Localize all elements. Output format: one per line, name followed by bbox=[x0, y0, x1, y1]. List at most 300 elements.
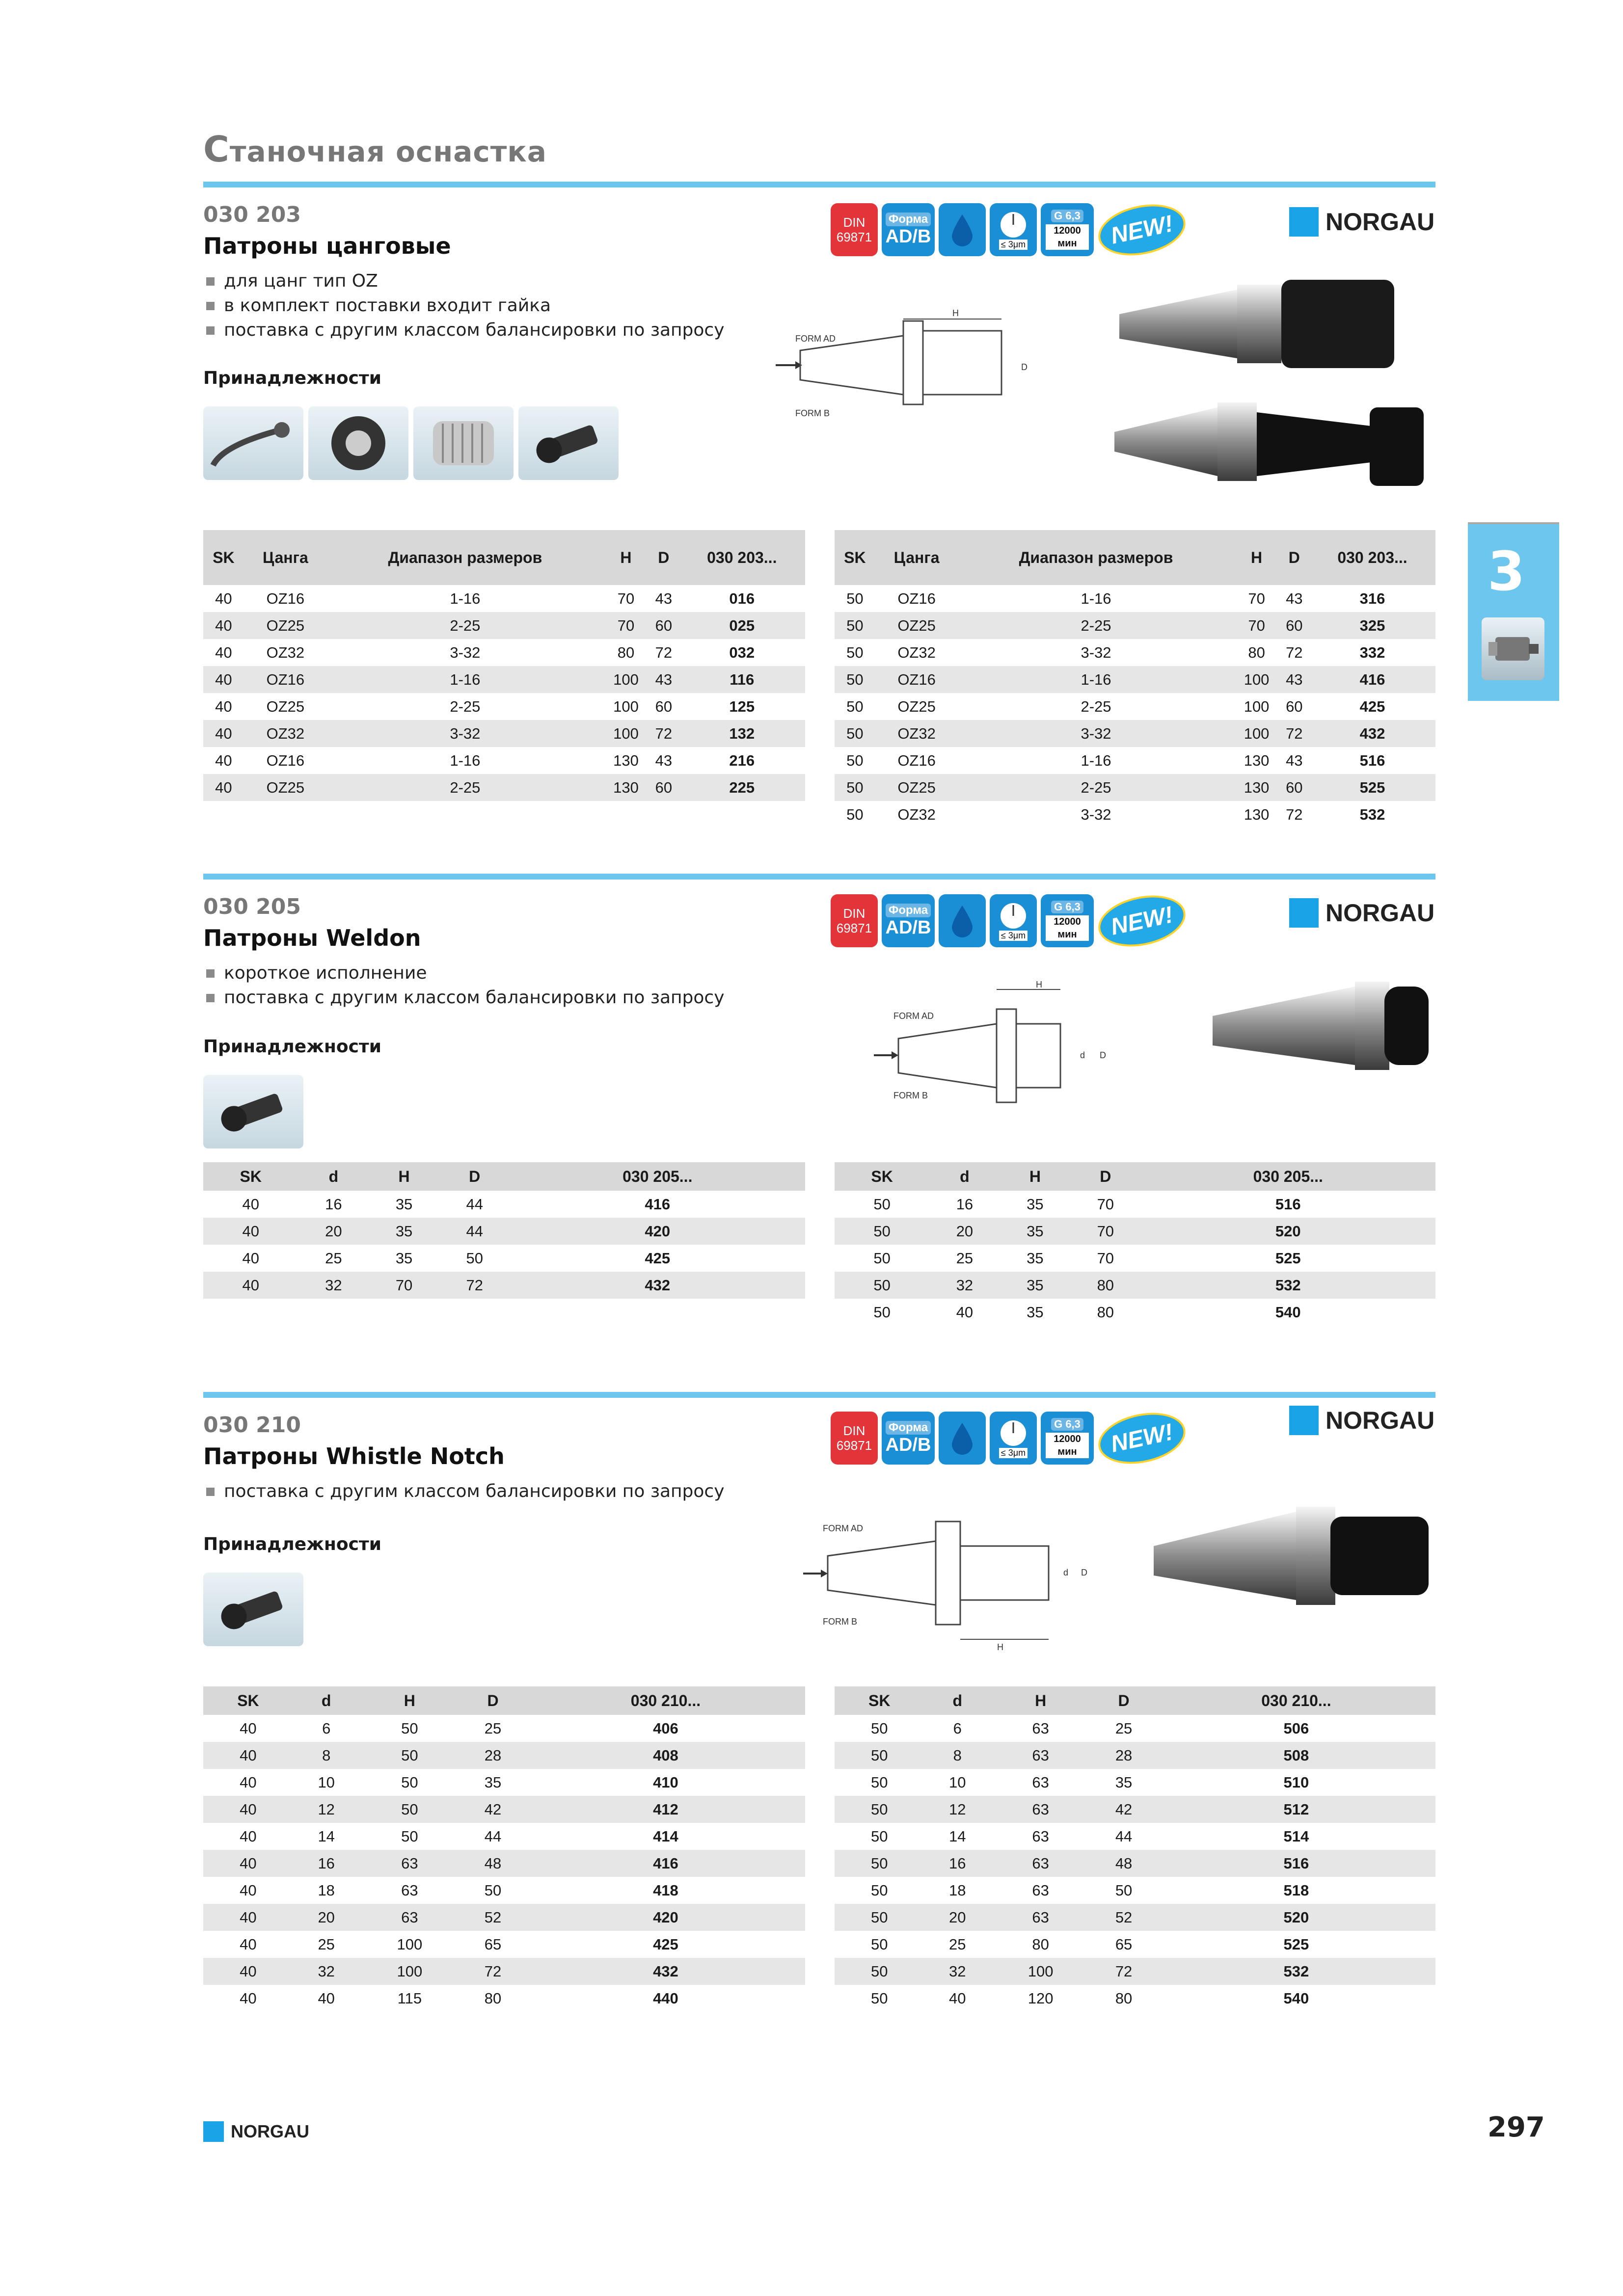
table-row bbox=[835, 1850, 1435, 1877]
table-cell: 50 bbox=[835, 1958, 924, 1985]
table-cell: 50 bbox=[360, 1796, 460, 1823]
table-cell: 516 bbox=[1275, 1195, 1301, 1213]
table-cell: 50 bbox=[846, 589, 864, 607]
table-cell: 72 bbox=[460, 1958, 526, 1985]
din-badge: DIN 69871 bbox=[831, 203, 878, 256]
table-cell: 40 bbox=[215, 697, 232, 715]
table-row bbox=[203, 1823, 805, 1850]
table-cell: 132 bbox=[679, 720, 805, 747]
product-photo bbox=[1208, 972, 1434, 1080]
table-cell: 70 bbox=[1097, 1195, 1114, 1213]
col-code: 030 205... bbox=[510, 1162, 805, 1191]
brand-logo: NORGAU bbox=[1289, 898, 1434, 928]
section-2-title: Патроны Weldon bbox=[203, 925, 421, 951]
table-cell: 60 bbox=[649, 612, 678, 639]
pull-stud-icon[interactable] bbox=[203, 1075, 303, 1148]
table-row bbox=[203, 693, 805, 720]
col-code: 030 203... bbox=[1309, 530, 1435, 585]
table-cell: 50 bbox=[835, 1904, 924, 1931]
dial-gauge-icon: ≤ 3μm bbox=[990, 203, 1037, 256]
table-row bbox=[203, 1191, 805, 1218]
table-cell: 35 bbox=[369, 1218, 439, 1245]
col-d-small: d bbox=[293, 1686, 360, 1715]
col-code: 030 210... bbox=[1157, 1686, 1435, 1715]
svg-text:H: H bbox=[952, 308, 959, 318]
table-cell: 520 bbox=[1157, 1904, 1435, 1931]
table-cell: 50 bbox=[873, 1195, 891, 1213]
table-cell: 63 bbox=[1032, 1719, 1049, 1737]
table-cell: 35 bbox=[1027, 1303, 1044, 1321]
col-sk: SK bbox=[203, 1686, 293, 1715]
bullet: поставка с другим классом балансировки по запросу bbox=[203, 986, 725, 1010]
collet-icon[interactable] bbox=[413, 406, 514, 480]
table-cell: 532 bbox=[1157, 1958, 1435, 1985]
table-cell: 70 bbox=[603, 612, 649, 639]
table-cell: 3-32 bbox=[1081, 643, 1111, 661]
table-cell: 50 bbox=[835, 1218, 929, 1245]
table-cell: 525 bbox=[1283, 1935, 1309, 1953]
table-row bbox=[203, 1218, 805, 1245]
table-row bbox=[835, 639, 1435, 666]
section-1-bullets bbox=[203, 269, 725, 343]
table-cell: 50 bbox=[871, 1881, 888, 1899]
bullet: поставка с другим классом балансировки по запросу bbox=[203, 1479, 725, 1504]
table-cell: 50 bbox=[835, 1850, 924, 1877]
table-cell: 406 bbox=[653, 1719, 678, 1737]
table-cell: 12 bbox=[293, 1796, 360, 1823]
table-cell: 20 bbox=[293, 1904, 360, 1931]
table-row bbox=[203, 1272, 805, 1299]
table-cell: 40 bbox=[203, 1904, 293, 1931]
table-030205-sk40 bbox=[203, 1162, 805, 1299]
table-cell: 43 bbox=[655, 589, 673, 607]
table-cell: 63 bbox=[360, 1904, 460, 1931]
table-cell: 60 bbox=[1279, 612, 1309, 639]
col-d-small: d bbox=[924, 1686, 991, 1715]
coolant-drop-icon bbox=[939, 894, 986, 947]
table-cell: 43 bbox=[649, 666, 678, 693]
table-cell: 10 bbox=[949, 1773, 966, 1791]
table-cell: 50 bbox=[835, 720, 875, 747]
table-cell: 025 bbox=[679, 612, 805, 639]
table-cell: 40 bbox=[240, 1773, 257, 1791]
table-cell: 125 bbox=[729, 697, 755, 715]
table-cell: 100 bbox=[1234, 666, 1279, 693]
table-cell: 40 bbox=[203, 1218, 298, 1245]
table-cell: 332 bbox=[1359, 643, 1385, 661]
table-cell: 40 bbox=[203, 720, 244, 747]
table-cell: 40 bbox=[215, 643, 232, 661]
pull-stud-icon[interactable] bbox=[203, 1573, 303, 1646]
table-cell: 80 bbox=[1248, 643, 1265, 661]
table-cell: 2-25 bbox=[958, 612, 1234, 639]
brand-logo: NORGAU bbox=[1289, 1406, 1434, 1435]
technical-drawing bbox=[803, 1492, 1098, 1654]
table-cell: 35 bbox=[1115, 1773, 1133, 1791]
svg-text:FORM AD: FORM AD bbox=[823, 1523, 864, 1533]
table-cell: 130 bbox=[1244, 805, 1270, 823]
col-collet: Цанга bbox=[875, 530, 958, 585]
table-cell: 25 bbox=[956, 1249, 974, 1267]
chapter-tab[interactable] bbox=[1468, 524, 1559, 701]
table-cell: OZ32 bbox=[875, 720, 958, 747]
col-h: H bbox=[360, 1686, 460, 1715]
table-cell: 50 bbox=[846, 751, 864, 769]
brand-logo: NORGAU bbox=[1289, 207, 1434, 237]
col-collet: Цанга bbox=[244, 530, 327, 585]
table-cell: 100 bbox=[360, 1958, 460, 1985]
table-cell: 1-16 bbox=[327, 666, 603, 693]
table-cell: 72 bbox=[1279, 720, 1309, 747]
table-cell: 63 bbox=[360, 1850, 460, 1877]
svg-text:d: d bbox=[1080, 1050, 1085, 1060]
brand-square-icon bbox=[1289, 898, 1319, 928]
table-row bbox=[203, 1742, 805, 1769]
table-row bbox=[203, 1796, 805, 1823]
table-row bbox=[835, 1904, 1435, 1931]
table-cell: 35 bbox=[1000, 1218, 1070, 1245]
table-cell: 3-32 bbox=[1081, 805, 1111, 823]
col-d: D bbox=[1090, 1686, 1157, 1715]
dial-gauge-icon: ≤ 3μm bbox=[990, 1412, 1037, 1465]
table-row bbox=[203, 1958, 805, 1985]
form-ad-label: FORM AD bbox=[795, 334, 836, 344]
table-cell: 2-25 bbox=[327, 774, 603, 801]
table-cell: 418 bbox=[653, 1881, 678, 1899]
table-cell: 100 bbox=[1244, 697, 1270, 715]
coolant-drop-icon bbox=[939, 1412, 986, 1465]
col-h: H bbox=[369, 1162, 439, 1191]
table-cell: 42 bbox=[460, 1796, 526, 1823]
col-code: 030 203... bbox=[679, 530, 805, 585]
col-d-small: d bbox=[929, 1162, 1000, 1191]
table-cell: 44 bbox=[439, 1218, 510, 1245]
table-row bbox=[835, 1796, 1435, 1823]
table-row bbox=[835, 1272, 1435, 1299]
table-cell: OZ32 bbox=[266, 643, 305, 661]
table-cell: 16 bbox=[293, 1850, 360, 1877]
new-badge: NEW! bbox=[1094, 888, 1190, 954]
table-cell: 40 bbox=[203, 1850, 293, 1877]
table-cell: OZ16 bbox=[244, 666, 327, 693]
table-cell: 10 bbox=[318, 1773, 335, 1791]
section-2-code: 030 205 bbox=[203, 894, 301, 919]
form-b-label: FORM B bbox=[795, 408, 830, 418]
svg-text:FORM AD: FORM AD bbox=[893, 1011, 934, 1021]
table-cell: 420 bbox=[510, 1218, 805, 1245]
table-cell: 40 bbox=[215, 589, 232, 607]
section-3-code: 030 210 bbox=[203, 1413, 301, 1438]
table-cell: 50 bbox=[871, 1935, 888, 1953]
table-cell: 25 bbox=[325, 1249, 342, 1267]
table-cell: 50 bbox=[401, 1719, 418, 1737]
table-cell: 50 bbox=[401, 1827, 418, 1845]
table-cell: 80 bbox=[1032, 1935, 1049, 1953]
pull-stud-icon[interactable] bbox=[518, 406, 619, 480]
table-cell: 520 bbox=[1141, 1218, 1435, 1245]
table-cell: 40 bbox=[240, 1827, 257, 1845]
col-sk: SK bbox=[835, 530, 875, 585]
svg-text:D: D bbox=[1100, 1050, 1106, 1060]
table-row bbox=[835, 774, 1435, 801]
col-d: D bbox=[649, 530, 678, 585]
table-cell: 50 bbox=[835, 1742, 924, 1769]
table-cell: 32 bbox=[293, 1958, 360, 1985]
table-cell: OZ32 bbox=[897, 643, 936, 661]
table-cell: 50 bbox=[484, 1881, 502, 1899]
bullet: короткое исполнение bbox=[203, 961, 725, 986]
svg-text:d: d bbox=[1063, 1568, 1069, 1577]
table-cell: 50 bbox=[846, 805, 864, 823]
balance-badge: G 6,3 12000 мин bbox=[1041, 894, 1094, 947]
table-cell: 72 bbox=[655, 643, 673, 661]
table-cell: 70 bbox=[1234, 612, 1279, 639]
footer-brand-logo: NORGAU bbox=[203, 2121, 309, 2142]
table-row bbox=[835, 1823, 1435, 1850]
table-cell: 16 bbox=[924, 1850, 991, 1877]
table-cell: 80 bbox=[1097, 1303, 1114, 1321]
table-cell: 40 bbox=[240, 1989, 257, 2007]
table-cell: 1-16 bbox=[1081, 751, 1111, 769]
brand-square-icon bbox=[1289, 1406, 1319, 1435]
section-1-code: 030 203 bbox=[203, 202, 301, 227]
table-row bbox=[203, 1769, 805, 1796]
table-cell: 1-16 bbox=[958, 666, 1234, 693]
table-cell: OZ25 bbox=[875, 774, 958, 801]
table-cell: 35 bbox=[484, 1773, 502, 1791]
table-cell: 43 bbox=[1279, 666, 1309, 693]
table-cell: 50 bbox=[835, 612, 875, 639]
table-cell: 72 bbox=[1090, 1958, 1157, 1985]
svg-text:H: H bbox=[1036, 980, 1042, 989]
table-cell: 416 bbox=[1309, 666, 1435, 693]
table-cell: 65 bbox=[1115, 1935, 1133, 1953]
table-cell: 40 bbox=[203, 1796, 293, 1823]
table-cell: 525 bbox=[1309, 774, 1435, 801]
table-cell: 40 bbox=[215, 751, 232, 769]
table-row bbox=[203, 720, 805, 747]
table-cell: 516 bbox=[1359, 751, 1385, 769]
table-cell: OZ32 bbox=[244, 720, 327, 747]
table-cell: OZ25 bbox=[244, 774, 327, 801]
table-row bbox=[835, 612, 1435, 639]
table-cell: 100 bbox=[603, 666, 649, 693]
table-cell: 50 bbox=[1115, 1881, 1133, 1899]
table-cell: 100 bbox=[613, 697, 639, 715]
table-row bbox=[203, 639, 805, 666]
table-cell: 100 bbox=[603, 720, 649, 747]
table-row bbox=[835, 1742, 1435, 1769]
accessories-title: Принадлежности bbox=[203, 368, 382, 388]
table-row bbox=[835, 1958, 1435, 1985]
balance-badge: G 6,3 12000 мин bbox=[1041, 1412, 1094, 1465]
col-h: H bbox=[1000, 1162, 1070, 1191]
form-badge: Форма AD/B bbox=[882, 894, 935, 947]
dial-gauge-icon: ≤ 3μm bbox=[990, 894, 1037, 947]
svg-text:FORM B: FORM B bbox=[823, 1617, 857, 1627]
table-cell: 130 bbox=[603, 774, 649, 801]
table-row bbox=[835, 585, 1435, 612]
table-cell: 50 bbox=[871, 1989, 888, 2007]
table-cell: 72 bbox=[439, 1272, 510, 1299]
table-cell: 432 bbox=[1309, 720, 1435, 747]
table-row bbox=[203, 747, 805, 774]
table-cell: 32 bbox=[298, 1272, 369, 1299]
coolant-drop-icon bbox=[939, 203, 986, 256]
col-h: H bbox=[1234, 530, 1279, 585]
table-cell: 40 bbox=[242, 1249, 260, 1267]
nut-icon[interactable] bbox=[308, 406, 408, 480]
table-cell: 412 bbox=[526, 1796, 805, 1823]
table-cell: 25 bbox=[1115, 1719, 1133, 1737]
table-cell: 2-25 bbox=[1081, 697, 1111, 715]
table-cell: 63 bbox=[1032, 1773, 1049, 1791]
table-cell: 508 bbox=[1157, 1742, 1435, 1769]
table-row bbox=[203, 1931, 805, 1958]
table-cell: 50 bbox=[873, 1249, 891, 1267]
table-cell: 1-16 bbox=[450, 589, 481, 607]
table-cell: 63 bbox=[991, 1796, 1090, 1823]
table-cell: 63 bbox=[401, 1881, 418, 1899]
table-cell: 516 bbox=[1157, 1850, 1435, 1877]
table-cell: 50 bbox=[835, 666, 875, 693]
section-1-title: Патроны цанговые bbox=[203, 233, 451, 259]
table-cell: OZ16 bbox=[897, 589, 936, 607]
table-row bbox=[835, 1715, 1435, 1742]
table-cell: 40 bbox=[203, 774, 244, 801]
table-cell: 316 bbox=[1359, 589, 1385, 607]
technical-drawing bbox=[771, 301, 1055, 449]
table-row bbox=[203, 1245, 805, 1272]
table-cell: 50 bbox=[871, 1773, 888, 1791]
bullet: для цанг тип OZ bbox=[203, 269, 725, 294]
table-cell: 410 bbox=[653, 1773, 678, 1791]
table-030210-sk40 bbox=[203, 1686, 805, 2012]
table-cell: 70 bbox=[1248, 589, 1265, 607]
table-cell: 3-32 bbox=[327, 720, 603, 747]
svg-text:H: H bbox=[997, 1642, 1003, 1652]
table-cell: 50 bbox=[846, 643, 864, 661]
bullet: поставка с другим классом балансировки по запросу bbox=[203, 318, 725, 343]
table-cell: 12 bbox=[924, 1796, 991, 1823]
table-row bbox=[203, 666, 805, 693]
table-cell: 63 bbox=[1032, 1827, 1049, 1845]
table-cell: 40 bbox=[949, 1989, 966, 2007]
table-cell: 80 bbox=[1070, 1272, 1140, 1299]
table-cell: 40 bbox=[240, 1881, 257, 1899]
col-d: D bbox=[460, 1686, 526, 1715]
table-cell: OZ16 bbox=[266, 751, 305, 769]
col-range: Диапазон размеров bbox=[327, 530, 603, 585]
accessories-title: Принадлежности bbox=[203, 1534, 382, 1554]
table-row bbox=[835, 747, 1435, 774]
key-icon[interactable] bbox=[203, 406, 303, 480]
table-cell: OZ32 bbox=[897, 805, 936, 823]
table-cell: 100 bbox=[991, 1958, 1090, 1985]
product-photo-short bbox=[1109, 275, 1424, 373]
table-cell: 50 bbox=[871, 1827, 888, 1845]
col-sk: SK bbox=[203, 1162, 298, 1191]
table-cell: 50 bbox=[835, 1796, 924, 1823]
table-cell: 100 bbox=[1234, 720, 1279, 747]
table-cell: 540 bbox=[1283, 1989, 1309, 2007]
table-cell: 425 bbox=[653, 1935, 678, 1953]
col-d: D bbox=[439, 1162, 510, 1191]
section-2-badges bbox=[831, 894, 1186, 947]
table-cell: 420 bbox=[526, 1904, 805, 1931]
product-photo-long bbox=[1105, 383, 1429, 501]
table-cell: 40 bbox=[318, 1989, 335, 2007]
table-cell: 50 bbox=[466, 1249, 483, 1267]
table-row bbox=[835, 1985, 1435, 2012]
table-cell: 70 bbox=[369, 1272, 439, 1299]
table-cell: 40 bbox=[203, 612, 244, 639]
din-badge: DIN 69871 bbox=[831, 1412, 878, 1465]
balance-badge: G 6,3 12000 мин bbox=[1041, 203, 1094, 256]
table-cell: 60 bbox=[655, 697, 673, 715]
table-cell: 2-25 bbox=[958, 774, 1234, 801]
table-cell: 40 bbox=[203, 666, 244, 693]
table-cell: OZ25 bbox=[897, 697, 936, 715]
table-030203-sk40 bbox=[203, 530, 805, 801]
table-row bbox=[203, 1877, 805, 1904]
table-cell: 432 bbox=[510, 1272, 805, 1299]
din-badge: DIN 69871 bbox=[831, 894, 878, 947]
col-d: D bbox=[1279, 530, 1309, 585]
table-row bbox=[203, 585, 805, 612]
table-cell: 43 bbox=[1286, 589, 1303, 607]
table-030203-sk50 bbox=[835, 530, 1435, 828]
table-cell: OZ16 bbox=[266, 589, 305, 607]
table-row bbox=[203, 774, 805, 801]
table-cell: 16 bbox=[325, 1195, 342, 1213]
table-cell: 416 bbox=[645, 1195, 671, 1213]
table-cell: 532 bbox=[1141, 1272, 1435, 1299]
table-030210-sk50 bbox=[835, 1686, 1435, 2012]
svg-text:D: D bbox=[1081, 1568, 1087, 1577]
table-030205-sk50 bbox=[835, 1162, 1435, 1326]
table-cell: 25 bbox=[318, 1935, 335, 1953]
svg-text:FORM B: FORM B bbox=[893, 1091, 928, 1100]
table-row bbox=[835, 1877, 1435, 1904]
table-cell: 18 bbox=[318, 1881, 335, 1899]
accessories-title: Принадлежности bbox=[203, 1037, 382, 1057]
table-cell: 425 bbox=[645, 1249, 671, 1267]
table-cell: 40 bbox=[203, 1958, 293, 1985]
col-range: Диапазон размеров bbox=[958, 530, 1234, 585]
table-cell: 35 bbox=[1027, 1249, 1044, 1267]
table-cell: 6 bbox=[322, 1719, 331, 1737]
table-cell: 325 bbox=[1309, 612, 1435, 639]
col-h: H bbox=[991, 1686, 1090, 1715]
table-cell: 50 bbox=[871, 1719, 888, 1737]
table-cell: 32 bbox=[929, 1272, 1000, 1299]
table-row bbox=[203, 1985, 805, 2012]
table-cell: 65 bbox=[484, 1935, 502, 1953]
table-cell: 28 bbox=[460, 1742, 526, 1769]
col-sk: SK bbox=[835, 1686, 924, 1715]
table-cell: 50 bbox=[835, 774, 875, 801]
table-cell: 20 bbox=[298, 1218, 369, 1245]
table-cell: 50 bbox=[360, 1742, 460, 1769]
table-cell: 44 bbox=[484, 1827, 502, 1845]
table-cell: 20 bbox=[924, 1904, 991, 1931]
col-code: 030 205... bbox=[1141, 1162, 1435, 1191]
table-cell: OZ16 bbox=[875, 666, 958, 693]
page-title: Станочная оснастка bbox=[203, 129, 547, 170]
table-cell: 48 bbox=[460, 1850, 526, 1877]
table-cell: 16 bbox=[956, 1195, 974, 1213]
